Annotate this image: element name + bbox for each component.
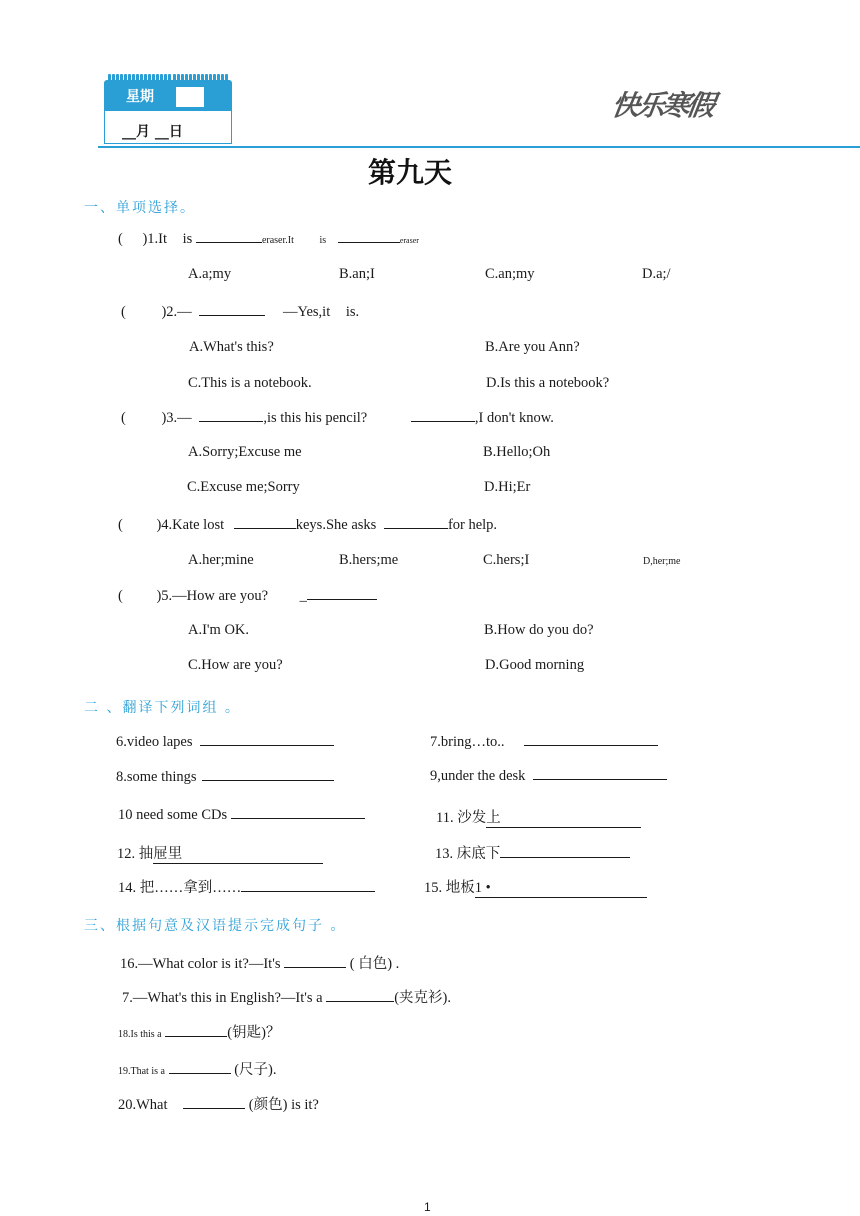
- q4-stem: )4.Kate lost: [156, 517, 225, 533]
- q4-paren: (: [118, 517, 123, 533]
- sentence-16-hint: ( 白色) .: [349, 956, 400, 972]
- phrase-12-text: 12. 抽: [117, 846, 154, 862]
- q4-option-a: A.her;mine: [188, 552, 254, 568]
- q5-stem: )5.—How are you?: [156, 588, 269, 604]
- sentence-16-blank[interactable]: [284, 955, 346, 968]
- phrase-10-blank[interactable]: [231, 806, 365, 819]
- q5-option-d: D.Good morning: [485, 657, 585, 673]
- phrase-9-text: 9,under the desk: [430, 768, 526, 784]
- q4-blank2[interactable]: [384, 516, 448, 529]
- q1-text2: eraser.It: [261, 235, 294, 246]
- phrase-13-blank[interactable]: [500, 845, 630, 858]
- q3-paren: (: [121, 410, 126, 426]
- sentence-20-blank[interactable]: [183, 1096, 245, 1109]
- phrase-11-hint: 上: [486, 810, 501, 826]
- phrase-14-blank[interactable]: [241, 879, 375, 892]
- q4-option-b: B.hers;me: [339, 552, 399, 568]
- calendar-badge: [104, 74, 232, 144]
- q4-option-d: D,her;me: [643, 556, 681, 567]
- sentence-19: [118, 1058, 276, 1079]
- q2-paren: (: [121, 304, 126, 320]
- q3-blank2[interactable]: [411, 409, 475, 422]
- phrase-13-text: 13. 床底下: [435, 846, 501, 862]
- sentence-17-hint: (夹克衫).: [394, 990, 451, 1006]
- sentence-20-hint: (颜色) is it?: [248, 1097, 319, 1113]
- q5-paren: (: [118, 588, 123, 604]
- sentence-19-blank[interactable]: [169, 1061, 231, 1074]
- q1-option-a: A.a;my: [188, 266, 232, 282]
- q4-row: [118, 516, 497, 534]
- q1-option-d: D.a;/: [642, 266, 671, 282]
- phrase-15: [424, 876, 647, 898]
- q2-option-d: D.Is this a notebook?: [486, 375, 610, 391]
- q3-option-d: D.Hi;Er: [484, 479, 531, 495]
- phrase-8: [116, 768, 334, 786]
- sentence-19-hint: (尺子).: [234, 1062, 277, 1078]
- phrase-10: [118, 806, 365, 824]
- q2-row: [121, 303, 359, 321]
- phrase-13: [435, 842, 630, 863]
- q2-blank[interactable]: [199, 303, 265, 316]
- calendar-header: [104, 80, 232, 110]
- q2-tail2: is.: [345, 304, 360, 320]
- q5-blank[interactable]: [307, 587, 377, 600]
- q1-text3: eraser: [399, 236, 419, 245]
- phrase-15-hint: 1 •: [474, 880, 491, 896]
- sentence-17-blank[interactable]: [326, 989, 394, 1002]
- header-rule: [98, 146, 860, 148]
- q5-option-b: B.How do you do?: [484, 622, 594, 638]
- q2-option-a: A.What's this?: [189, 339, 274, 355]
- q3-option-c: C.Excuse me;Sorry: [187, 479, 300, 495]
- date-label: __月 __日: [122, 124, 183, 140]
- sentence-19-text: 19.That is a: [118, 1066, 165, 1077]
- phrase-8-blank[interactable]: [202, 768, 334, 781]
- phrase-14: [118, 876, 375, 897]
- phrase-7-text: 7.bring…to..: [430, 734, 505, 750]
- q3-tail: ,I don't know.: [474, 410, 554, 426]
- q1-paren: (: [118, 231, 123, 247]
- q1-word1: is: [182, 231, 193, 247]
- phrase-6-blank[interactable]: [200, 733, 334, 746]
- weekday-label: 星期: [126, 89, 154, 105]
- q5-dash: _: [299, 588, 307, 604]
- section1-heading: 一、单项选择。: [84, 200, 196, 216]
- phrase-9-blank[interactable]: [533, 767, 667, 780]
- phrase-7: [430, 733, 658, 751]
- q2-option-c: C.This is a notebook.: [188, 375, 312, 391]
- sentence-18-text: 18.Is this a: [118, 1029, 162, 1040]
- q4-option-c: C.hers;I: [483, 552, 530, 568]
- q3-option-a: A.Sorry;Excuse me: [188, 444, 302, 460]
- phrase-15-blank[interactable]: [475, 880, 647, 898]
- q2-option-b: B.Are you Ann?: [485, 339, 580, 355]
- sentence-17: [122, 986, 451, 1007]
- weekday-box: [176, 87, 204, 107]
- phrase-8-text: 8.some things: [116, 769, 197, 785]
- phrase-12-hint: 屉里: [153, 846, 183, 862]
- q2-stem: )2.—: [161, 304, 192, 320]
- phrase-6-text: 6.video lapes: [116, 734, 193, 750]
- holiday-logo: 快乐寒假: [609, 89, 715, 122]
- phrase-14-text: 14. 把……拿到……: [118, 880, 242, 896]
- page-title: 第九天: [368, 156, 453, 189]
- q3-stem: )3.—: [161, 410, 192, 426]
- sentence-18-hint: (钥匙)？: [227, 1025, 281, 1041]
- section3-heading: 三、根据句意及汉语提示完成句子 。: [84, 918, 347, 934]
- sentence-18: [118, 1021, 280, 1042]
- sentence-17-text: 7.—What's this in English?—It's a: [122, 990, 323, 1006]
- q4-mid: keys.She asks: [295, 517, 377, 533]
- q5-option-a: A.I'm OK.: [188, 622, 250, 638]
- q1-blank2[interactable]: [338, 230, 400, 243]
- phrase-10-text: 10 need some CDs: [118, 807, 228, 823]
- q5-row: [118, 587, 377, 605]
- q1-row: [118, 230, 419, 248]
- phrase-6: [116, 733, 334, 751]
- sentence-16: [120, 952, 399, 973]
- phrase-7-blank[interactable]: [524, 733, 658, 746]
- q1-stem: )1.It: [142, 231, 168, 247]
- q1-option-c: C.an;my: [485, 266, 535, 282]
- sentence-20-text: 20.What: [118, 1097, 168, 1113]
- phrase-15-text: 15. 地板: [424, 880, 475, 896]
- sentence-20: [118, 1093, 319, 1114]
- q3-mid: ,is this his pencil?: [263, 410, 368, 426]
- phrase-11: [436, 806, 641, 828]
- q1-option-b: B.an;I: [339, 266, 375, 282]
- sentence-16-text: 16.—What color is it?—It's: [120, 956, 281, 972]
- q3-blank1[interactable]: [199, 409, 263, 422]
- q5-option-c: C.How are you?: [188, 657, 283, 673]
- section2-heading: 二 、翻译下列词组 。: [84, 700, 241, 716]
- q4-blank1[interactable]: [234, 516, 296, 529]
- q4-tail: for help.: [447, 517, 498, 533]
- phrase-11-blank[interactable]: [486, 806, 641, 828]
- phrase-9: [430, 767, 667, 785]
- q3-option-b: B.Hello;Oh: [483, 444, 551, 460]
- q1-word2: is: [319, 235, 327, 246]
- phrase-11-text: 11. 沙发: [436, 810, 487, 826]
- page-number: 1: [424, 1200, 431, 1214]
- q2-tail: —Yes,it: [282, 304, 331, 320]
- q1-blank1[interactable]: [196, 230, 262, 243]
- q3-row: [121, 409, 554, 427]
- phrase-12-blank[interactable]: [153, 842, 323, 864]
- phrase-12: [117, 842, 323, 864]
- sentence-18-blank[interactable]: [165, 1024, 227, 1037]
